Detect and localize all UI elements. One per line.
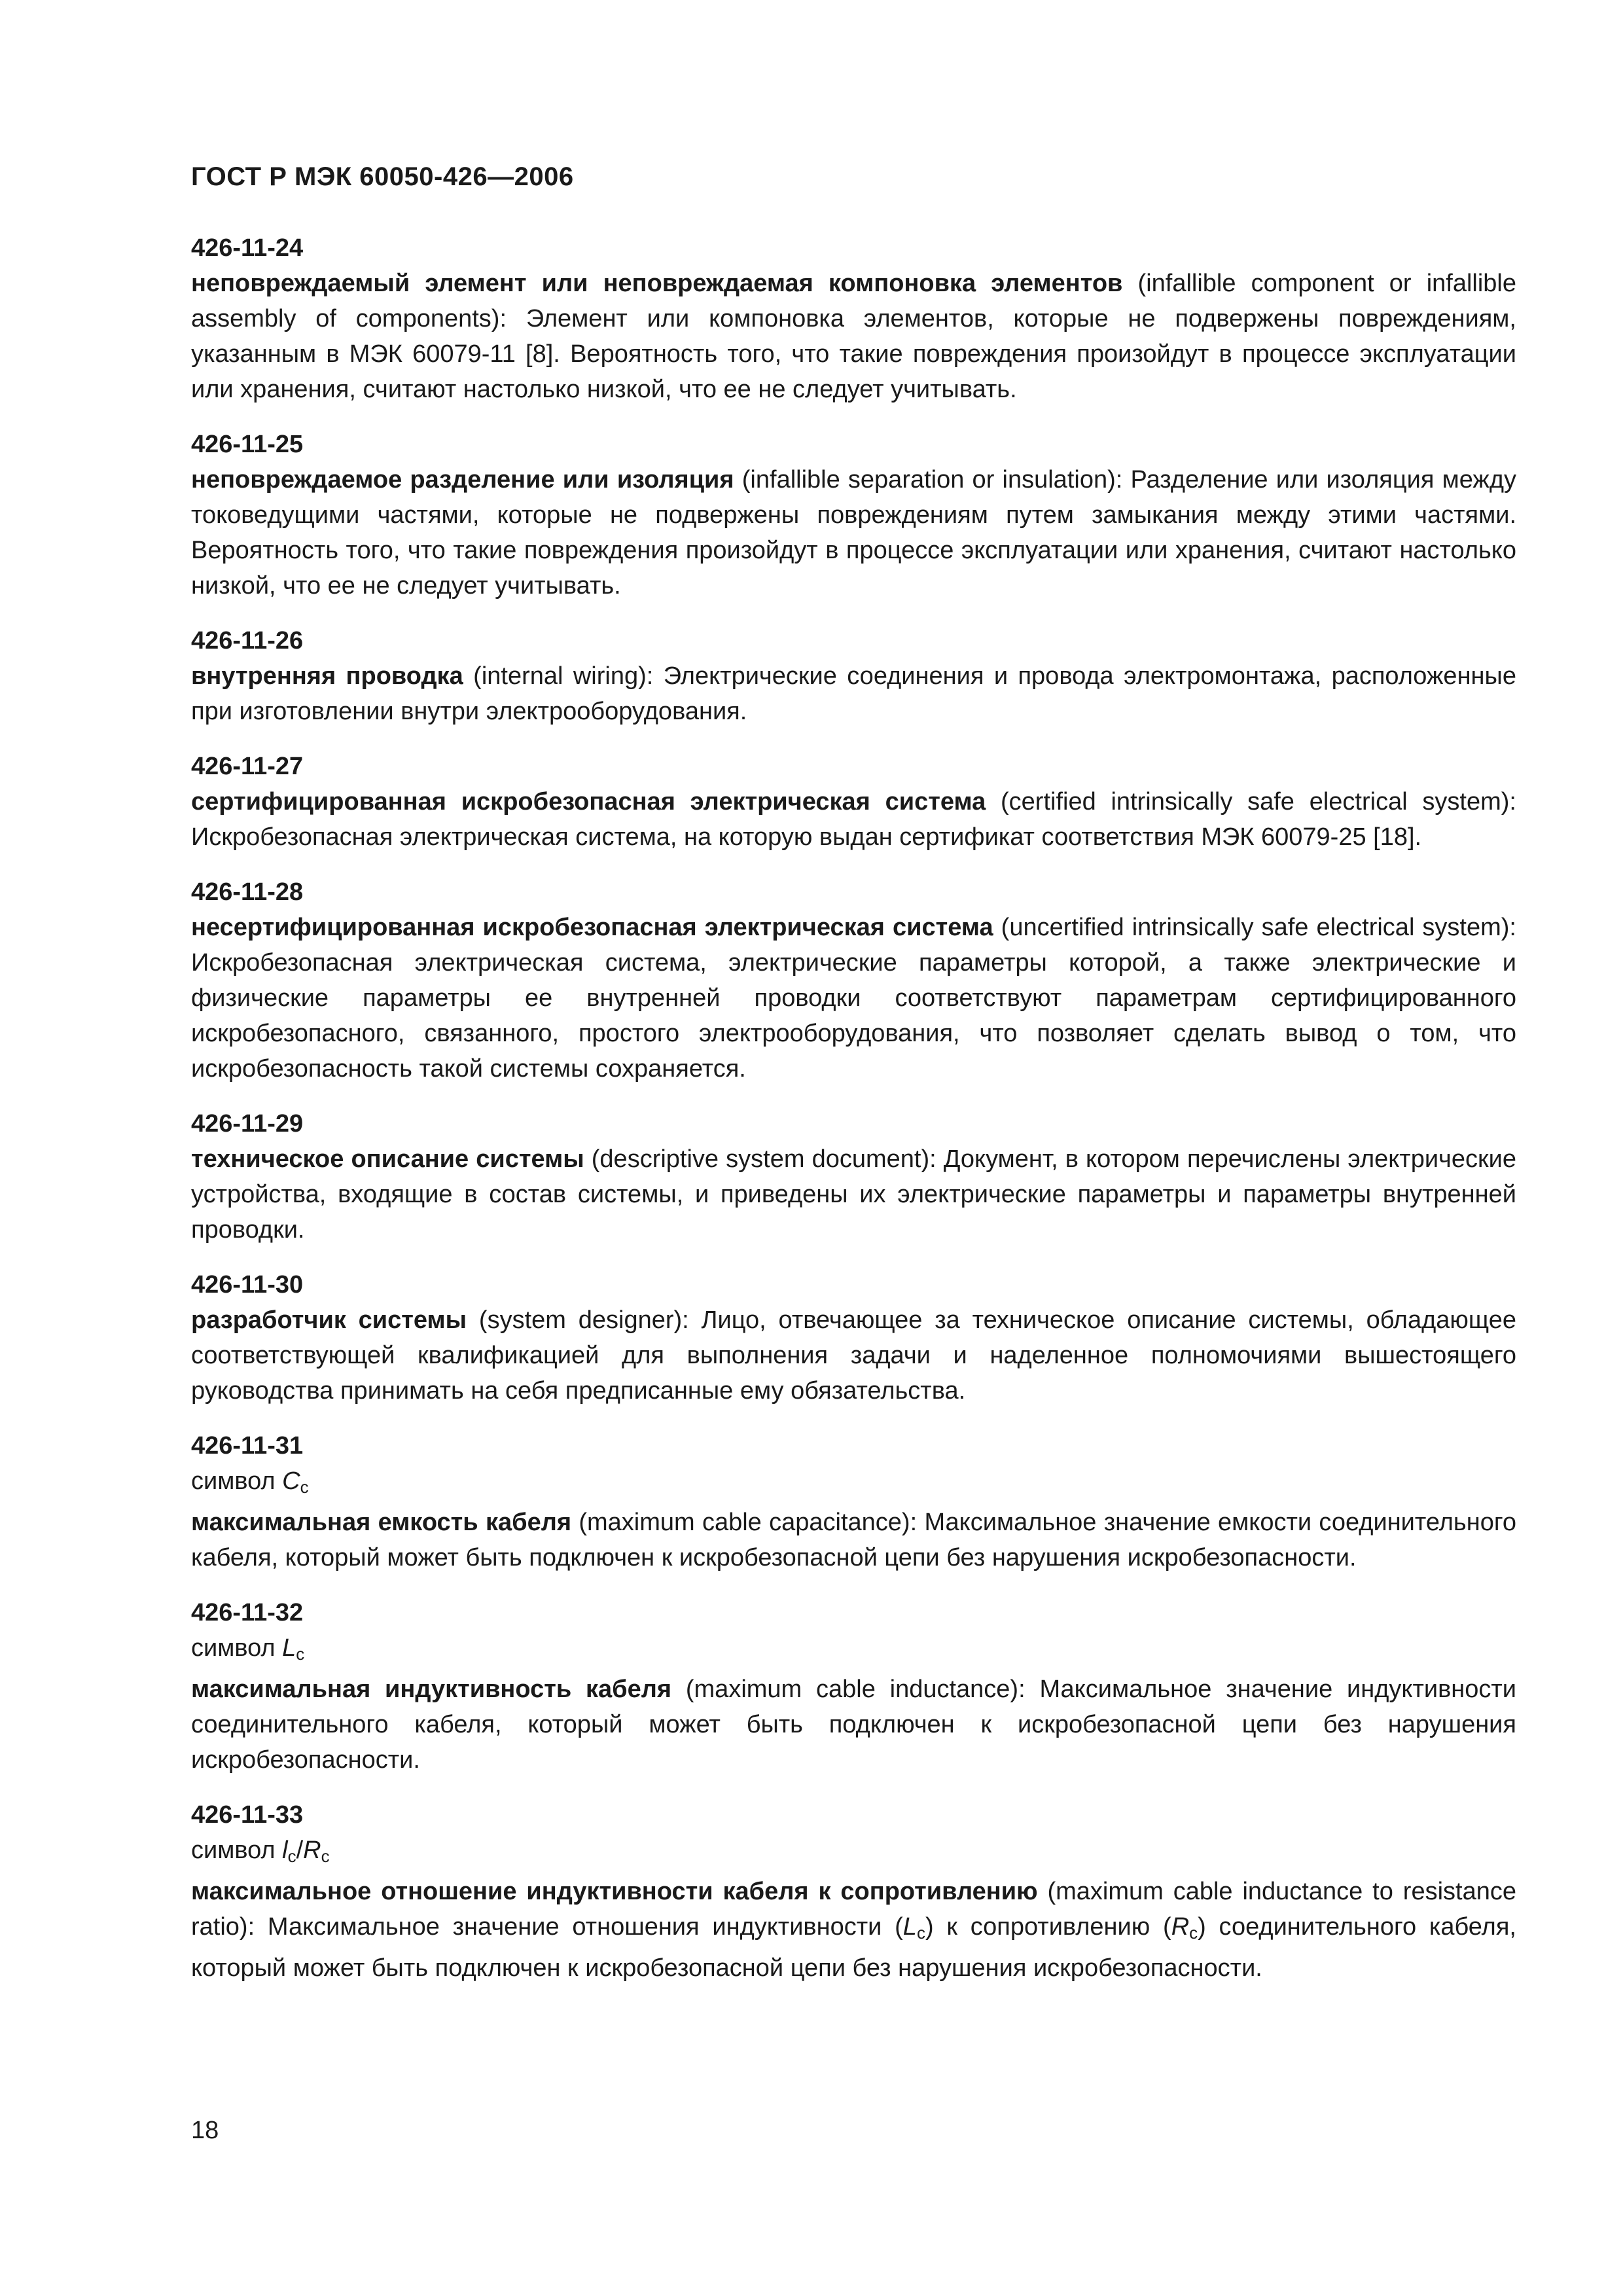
entry-426-11-31 [191,1428,1516,1575]
entry-426-11-24 [191,230,1516,407]
entry-definition-part-2: ) к сопротивлению ( [925,1913,1171,1941]
definition-symbol-r-subscript: c [1189,1923,1198,1943]
entry-number: 426-11-24 [191,234,304,262]
entry-term: внутренняя проводка [191,662,463,690]
entry-number: 426-11-25 [191,431,304,458]
symbol-subscript: c [287,1846,296,1866]
entry-426-11-28 [191,874,1516,1086]
entry-english: (maximum cable inductance to resistance ratio): [191,1878,1516,1941]
entry-english: (internal wiring): [463,662,664,690]
symbol-subscript: c [296,1644,305,1664]
symbol-main: L [282,1634,296,1662]
entry-term: максимальное отношение индуктивности кабеля к сопротивлению [191,1878,1038,1905]
entry-definition: Документ, в котором перечислены электрические устройства, входящие в состав системы, и приведены их электрические параметры и параметры внутренней проводки. [191,1145,1516,1244]
entry-number: 426-11-29 [191,1110,304,1138]
entry-number: 426-11-30 [191,1271,304,1299]
entry-symbol [191,1833,1516,1874]
entry-english: (maximum cable inductance): [671,1676,1040,1703]
symbol-subscript-2: c [321,1846,330,1866]
entry-426-11-29 [191,1106,1516,1247]
entry-426-11-27 [191,749,1516,855]
symbol-slash: / [296,1837,304,1864]
entry-number: 426-11-33 [191,1801,304,1829]
entry-text [191,462,1516,603]
entry-definition: Максимальное значение индуктивности соединительного кабеля, который может быть подключен к искробезопасной цепи без нарушения искробезопасности. [191,1676,1517,1774]
symbol-label: символ [191,1634,283,1662]
entry-english: (descriptive system document): [584,1145,944,1173]
entry-term: неповреждаемый элемент или неповреждаемая компоновка элементов [191,270,1123,297]
entry-number: 426-11-28 [191,878,304,906]
entry-definition: Искробезопасная электрическая система, на которую выдан сертификат соответствия МЭК 60079-25 [18]. [191,823,1422,851]
entry-text [191,1302,1516,1408]
definition-symbol-l-subscript: c [916,1923,925,1943]
entry-english: (uncertified intrinsically safe electrical system): [993,914,1516,941]
entry-symbol [191,1463,1516,1505]
entry-426-11-26 [191,623,1516,729]
document-page [191,0,1516,2296]
entry-text [191,1874,1516,1986]
symbol-subscript: c [300,1477,309,1497]
entry-english: (certified intrinsically safe electrical system): [986,788,1516,816]
entry-text [191,266,1516,407]
entry-definition: Разделение или изоляция между токоведущими частями, которые не подвержены повреждениям путем замыкания между этими частями. Вероятность того, что такие повреждения произойдут в процессе эксплуатации или хранения, считают настолько низкой, что ее не следует учитывать. [191,466,1516,600]
entry-term: техническое описание системы [191,1145,584,1173]
entry-definition: Искробезопасная электрическая система, электрические параметры которой, а также электрические и физические параметры ее внутренней проводки соответствуют параметрам сертифицированного искробезопасного, связанного, простого электрооборудования, что позволяет сделать вывод о том, что искробезопасность такой системы сохраняется. [191,949,1516,1083]
entry-english: (infallible component or infallible assembly of components): [191,270,1516,332]
symbol-main: C [282,1467,300,1495]
entry-english: (system designer): [467,1306,702,1334]
entry-definition-part-1: Максимальное значение отношения индуктивности ( [267,1913,903,1941]
entry-symbol [191,1630,1516,1672]
entry-term: максимальная емкость кабеля [191,1509,572,1536]
entry-text [191,784,1516,855]
definition-symbol-r: R [1171,1913,1190,1941]
entry-426-11-32 [191,1595,1516,1778]
symbol-label: символ [191,1467,283,1495]
entry-text [191,1505,1516,1575]
entry-number: 426-11-32 [191,1599,304,1626]
entry-text [191,1672,1516,1778]
definition-symbol-l: L [902,1913,917,1941]
entry-term: разработчик системы [191,1306,467,1334]
entry-english: (maximum cable capacitance): [571,1509,925,1536]
symbol-main: l [282,1837,288,1864]
symbol-main-2: R [303,1837,321,1864]
symbol-label: символ [191,1837,283,1864]
entry-term: максимальная индуктивность кабеля [191,1676,672,1703]
entry-text [191,910,1516,1086]
entry-426-11-25 [191,427,1516,603]
entry-text [191,1141,1516,1247]
entry-number: 426-11-27 [191,753,304,780]
entry-term: несертифицированная искробезопасная электрическая система [191,914,993,941]
entry-text [191,658,1516,729]
entry-definition: Лицо, отвечающее за техническое описание системы, обладающее соответствующей квалификацией для выполнения задачи и наделенное полномочиями вышестоящего руководства принимать на себя предписанные ему обязательства. [191,1306,1516,1405]
entry-definition: Электрические соединения и провода электромонтажа, расположенные при изготовлении внутри электрооборудования. [191,662,1516,725]
entry-definition-part-3: ) соединительного кабеля, который может быть подключен к искробезопасной цепи без нарушения искробезопасности. [191,1913,1516,1982]
entry-number: 426-11-31 [191,1432,304,1460]
entry-english: (infallible separation or insulation): [734,466,1131,493]
entry-definition: Элемент или компоновка элементов, которые не подвержены повреждениям, указанным в МЭК 60079-11 [8]. Вероятность того, что такие повреждения произойдут в процессе эксплуатации или хранения, считают настолько низкой, что ее не следует учитывать. [191,305,1516,403]
entry-term: сертифицированная искробезопасная электрическая система [191,788,986,816]
entry-426-11-33 [191,1797,1516,1986]
entry-definition: Максимальное значение емкости соединительного кабеля, который может быть подключен к искробезопасной цепи без нарушения искробезопасности. [191,1509,1517,1571]
entry-term: неповреждаемое разделение или изоляция [191,466,734,493]
document-standard-header: ГОСТ Р МЭК 60050-426—2006 [191,162,574,191]
document-content [191,230,1516,2005]
entry-426-11-30 [191,1267,1516,1408]
entry-number: 426-11-26 [191,627,304,655]
page-number: 18 [191,2117,219,2144]
